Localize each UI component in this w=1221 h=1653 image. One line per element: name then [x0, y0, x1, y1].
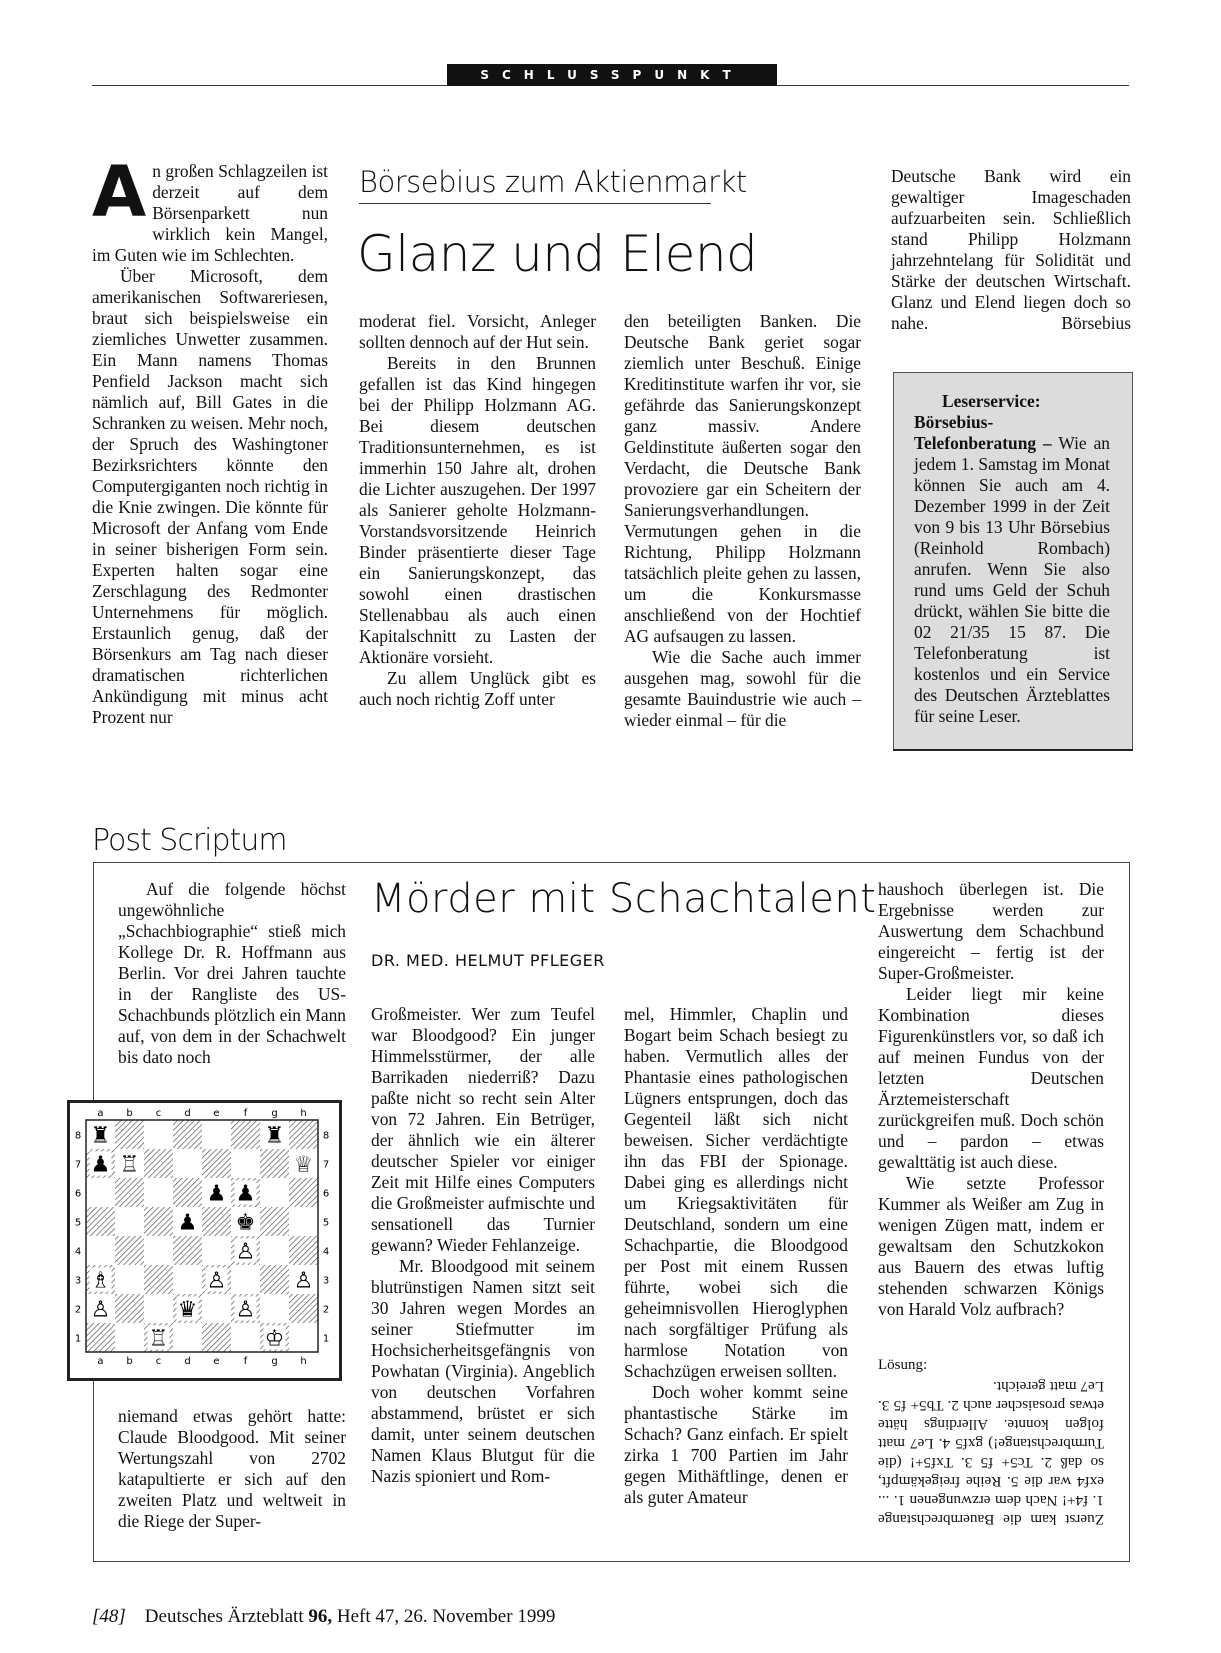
- board-square: [173, 1120, 202, 1149]
- board-square: [115, 1207, 144, 1236]
- chess-piece: ♛: [177, 1297, 198, 1323]
- chess-piece: ♙: [235, 1297, 256, 1323]
- author-signature: Börsebius: [1061, 313, 1131, 333]
- chess-piece: ♟: [90, 1152, 111, 1178]
- board-square: [86, 1323, 115, 1352]
- paragraph: Zu allem Unglück gibt es auch noch richtig Zoff unter: [359, 668, 596, 709]
- postscript-label: Post Scriptum: [92, 823, 287, 858]
- board-square: [202, 1207, 231, 1236]
- board-square: [231, 1149, 260, 1178]
- board-square: [260, 1178, 289, 1207]
- postscript-column-2: [371, 1004, 595, 1487]
- file-label: b: [126, 1356, 133, 1367]
- board-square: [289, 1120, 318, 1149]
- file-label: b: [126, 1108, 133, 1119]
- chess-piece: ♔: [264, 1326, 285, 1352]
- issue-info: Heft 47, 26. November 1999: [336, 1606, 556, 1627]
- rank-label: 6: [74, 1188, 82, 1200]
- paragraph: Wie die Sache auch immer ausgehen mag, sowohl für die gesamte Bauindustrie wie auch – wieder einmal – für die: [624, 647, 861, 730]
- chess-piece: ♟: [206, 1181, 227, 1207]
- chess-piece: ♙: [206, 1268, 227, 1294]
- paragraph: Wie setzte Professor Kummer als Weißer am Zug in wenigen Zügen matt, indem er gewaltsam den Schutzkokon aus Bauern des etwas luftig stehenden schwarzen Königs von Harald Volz aufbrach?: [878, 1173, 1104, 1319]
- board-square: [289, 1178, 318, 1207]
- file-label: c: [155, 1356, 162, 1367]
- paragraph: den beteiligten Banken. Die Deutsche Bank geriet sogar ziemlich unter Beschuß. Einige Kreditinstitute warfen ihr vor, sie gefährde das Sanierungskonzept ganz massiv. Andere Geldinstitute äußerten sogar den Verdacht, die Deutsche Bank provoziere gar ein Scheitern der Sanierungsverhandlungen. Vermutungen gehen in die Richtung, Philipp Holzmann tatsächlich pleite gehen zu lassen, um die Konkursmasse anschließend von der Hochtief AG aufsaugen zu lassen.: [624, 311, 861, 646]
- reader-service-title: Leserservice: Börsebius-Telefonberatung –: [914, 391, 1052, 453]
- board-square: [202, 1323, 231, 1352]
- rank-label: 7: [322, 1159, 330, 1171]
- board-square: [144, 1236, 173, 1265]
- chess-piece: ♖: [148, 1326, 169, 1352]
- board-square: [289, 1236, 318, 1265]
- board-square: [115, 1265, 144, 1294]
- solution-label: Lösung:: [878, 1357, 928, 1373]
- file-label: g: [271, 1108, 278, 1119]
- board-square: [231, 1120, 260, 1149]
- postscript-column-1-bottom: [118, 1406, 346, 1532]
- journal-name: Deutsches Ärzteblatt: [144, 1606, 304, 1627]
- board-square: [173, 1149, 202, 1178]
- file-label: d: [184, 1356, 191, 1367]
- chess-piece: ♟: [177, 1210, 198, 1236]
- board-square: [173, 1265, 202, 1294]
- board-square: [289, 1323, 318, 1352]
- postscript-column-3: [624, 1004, 848, 1508]
- board-square: [173, 1323, 202, 1352]
- reader-service-box: [893, 372, 1133, 750]
- board-square: [260, 1265, 289, 1294]
- board-square: [115, 1294, 144, 1323]
- chess-piece: ♙: [293, 1268, 314, 1294]
- rank-label: 2: [74, 1304, 82, 1316]
- chess-piece: ♟: [235, 1181, 256, 1207]
- chess-piece: ♙: [90, 1297, 111, 1323]
- chess-board: [70, 1103, 339, 1378]
- board-square: [260, 1149, 289, 1178]
- file-label: c: [155, 1108, 162, 1119]
- board-square: [144, 1265, 173, 1294]
- board-square: [260, 1207, 289, 1236]
- chess-piece: ♜: [264, 1123, 285, 1149]
- paragraph: Doch woher kommt seine phantastische Stärke im Schach? Ganz einfach. Er spielt zirka 1 700 Partien im Jahr gegen Mithäftlinge, denen er als guter Amateur: [624, 1382, 848, 1507]
- section-label: SCHLUSSPUNKT: [447, 64, 777, 86]
- chess-piece: ♙: [235, 1239, 256, 1265]
- rank-label: 2: [322, 1304, 330, 1316]
- rank-label: 3: [322, 1275, 330, 1287]
- chess-piece: ♗: [90, 1268, 111, 1294]
- article-column-2: [359, 311, 596, 710]
- paragraph: haushoch überlegen ist. Die Ergebnisse werden zur Auswertung dem Schachbund eingereicht – fertig ist der Super-Großmeister.: [878, 879, 1104, 983]
- file-label: a: [97, 1356, 104, 1367]
- reader-service-body: Wie an jedem 1. Samstag im Monat können Sie auch am 4. Dezember 1999 in der Zeit von 9 bis 13 Uhr Börsebius (Reinhold Rombach) anrufen. Wenn Sie also rund ums Geld der Schuh drückt, wählen Sie bitte die 02 21/35 15 87. Die Telefonberatung ist kostenlos und ein Service des Deutschen Ärzteblattes für seine Leser.: [914, 433, 1110, 726]
- board-square: [202, 1149, 231, 1178]
- board-square: [260, 1294, 289, 1323]
- paragraph: Großmeister. Wer zum Teufel war Bloodgood? Ein junger Himmelsstürmer, der alle Barrikaden niederriß? Dazu paßte nicht so recht sein Alter von 72 Jahren. Ein Betrüger, der ähnlich wie ein älterer deutscher Spieler vor einiger Zeit mit Hilfe eines Computers die Großmeister aufmischte und sensationell das Turnier gewann? Wieder Fehlanzeige.: [371, 1004, 595, 1255]
- paragraph: mel, Himmler, Chaplin und Bogart beim Schach besiegt zu haben. Vermutlich alles der Phantasie eines pathologischen Lügners entsprungen, doch das Gegenteil läßt sich nicht beweisen. Sicher verdächtigte ihn das FBI der Spionage. Dabei ging es allerdings nicht um Kriegsaktivitäten für Deutschland, sondern um eine Schachpartie, die Bloodgood per Post mit einem Russen führte, wobei sich die geheimnisvollen Hieroglyphen nach sorgfältiger Prüfung als harmlose Notation von Schachzügen erweisen sollten.: [624, 1004, 848, 1381]
- board-square: [144, 1207, 173, 1236]
- rank-label: 4: [74, 1246, 82, 1258]
- rank-label: 8: [74, 1130, 82, 1142]
- article-kicker: Börsebius zum Aktienmarkt: [359, 165, 747, 199]
- board-square: [231, 1323, 260, 1352]
- board-square: [144, 1294, 173, 1323]
- board-square: [115, 1178, 144, 1207]
- page-footer: [92, 1606, 555, 1628]
- rank-label: 8: [322, 1130, 330, 1142]
- board-square: [86, 1178, 115, 1207]
- board-square: [202, 1120, 231, 1149]
- file-label: h: [300, 1108, 307, 1119]
- article-column-3: [624, 311, 861, 731]
- paragraph: n großen Schlagzeilen ist derzeit auf dem Börsenparkett nun wirklich kein Mangel, im Guten wie im Schlechten.: [92, 161, 328, 265]
- chess-piece: ♖: [119, 1152, 140, 1178]
- board-square: [86, 1207, 115, 1236]
- board-square: [144, 1120, 173, 1149]
- page-number: [48]: [92, 1606, 126, 1627]
- board-square: [260, 1236, 289, 1265]
- drop-cap: A: [92, 151, 147, 233]
- paragraph: niemand etwas gehört hatte: Claude Bloodgood. Mit seiner Wertungszahl von 2702 katapultierte er sich auf den zweiten Platz und weltweit in die Riege der Super-: [118, 1406, 346, 1531]
- rank-label: 5: [74, 1217, 82, 1229]
- file-label: e: [213, 1356, 220, 1367]
- board-square: [231, 1265, 260, 1294]
- reader-service-text: [914, 391, 1110, 727]
- postscript-column-4: [878, 879, 1104, 1320]
- rank-label: 4: [322, 1246, 330, 1258]
- postscript-title: Mörder mit Schachtalent: [371, 876, 877, 922]
- kicker-rule: [359, 203, 711, 204]
- file-label: f: [243, 1108, 248, 1119]
- article-column-4: [891, 166, 1131, 334]
- chess-piece: ♜: [90, 1123, 111, 1149]
- rank-label: 6: [322, 1188, 330, 1200]
- file-label: g: [271, 1356, 278, 1367]
- rank-label: 5: [322, 1217, 330, 1229]
- chess-diagram: [67, 1100, 342, 1381]
- board-square: [144, 1149, 173, 1178]
- paragraph: Bereits in den Brunnen gefallen ist das Kind hingegen bei der Philipp Holzmann AG. Bei diesem deutschen Traditionsunternehmen, es ist immerhin 150 Jahre alt, drohen die Lichter auszugehen. Der 1997 als Sanierer geholte Holzmann-Vorstandsvorsitzende Heinrich Binder präsentierte dieser Tage ein Sanierungskonzept, das sowohl einen drastischen Stellenabbau als auch einen Kapitalschnitt zu Lasten der Aktionäre vorsieht.: [359, 353, 596, 667]
- paragraph: Über Microsoft, dem amerikanischen Softwareriesen, braut sich beispielsweise ein ziemliches Unwetter zusammen. Ein Mann namens Thomas Penfield Jackson macht sich nämlich auf, Bill Gates in die Schranken zu weisen. Mehr noch, der Spruch des Washingtoner Bezirksrichters könnte den Computergiganten noch richtig in die Knie zwingen. Die könnte für Microsoft der Anfang vom Ende in seiner bisherigen Form sein. Experten halten sogar eine Zerschlagung des Redmonter Unternehmens für möglich. Erstaunlich genug, daß der Börsenkurs am Tag nach dieser dramatischen richterlichen Ankündigung mit minus acht Prozent nur: [92, 266, 328, 727]
- board-square: [202, 1294, 231, 1323]
- paragraph: moderat fiel. Vorsicht, Anleger sollten dennoch auf der Hut sein.: [359, 311, 596, 352]
- box-shadow-rule: [893, 749, 1133, 751]
- board-square: [86, 1236, 115, 1265]
- solution-upside-down: Zuerst kam die Bauernbrechstange 1. f4+! Nach dem erzwungenen 1. ... exf4 war die 5. Reihe freigekämpft, so daß 2. Tc5+ f5 3. Txf5+! (die Turmbrechstange!) gxf5 4. Le7 matt folgen konnte. Allerdings hätte etwas prosaischer auch 2. Tb5+ f5 3. Le7 matt gereicht.: [878, 1378, 1104, 1528]
- file-label: h: [300, 1356, 307, 1367]
- paragraph: Leider liegt mir keine Kombination dieses Figurenkünstlers vor, so daß ich auf meinen Fundus von der letzten Deutschen Ärztemeisterschaft zurückgreifen muß. Doch schön und – pardon – etwas gewalttätig ist auch diese.: [878, 984, 1104, 1172]
- file-label: d: [184, 1108, 191, 1119]
- file-label: f: [243, 1356, 248, 1367]
- article-title: Glanz und Elend: [357, 225, 758, 283]
- board-square: [289, 1207, 318, 1236]
- board-square: [202, 1236, 231, 1265]
- rank-label: 7: [74, 1159, 82, 1171]
- article-column-1: [92, 151, 328, 728]
- chess-piece: ♕: [293, 1152, 314, 1178]
- postscript-author: DR. MED. HELMUT PFLEGER: [371, 951, 605, 970]
- paragraph: Mr. Bloodgood mit seinem blutrünstigen Namen sitzt seit 30 Jahren wegen Mordes an seiner Stiefmutter im Hochsicherheitsgefängnis von Powhatan (Virginia). Angeblich von deutschen Vorfahren abstammend, brüstet er sich damit, unter seinem deutschen Namen Klaus Blutgut für die Nazis spioniert und Rom-: [371, 1256, 595, 1486]
- rank-label: 3: [74, 1275, 82, 1287]
- board-square: [173, 1178, 202, 1207]
- board-square: [115, 1120, 144, 1149]
- chess-piece: ♚: [235, 1210, 256, 1236]
- paragraph: Deutsche Bank wird ein gewaltiger Imageschaden aufzuarbeiten sein. Schließlich stand Philipp Holzmann jahrzehntelang für Solidität und Stärke der deutschen Wirtschaft. Glanz und Elend liegen doch so nahe.: [891, 166, 1131, 333]
- rank-label: 1: [74, 1333, 82, 1345]
- board-square: [115, 1236, 144, 1265]
- rank-label: 1: [322, 1333, 330, 1345]
- file-label: e: [213, 1108, 220, 1119]
- board-square: [289, 1294, 318, 1323]
- board-square: [144, 1178, 173, 1207]
- postscript-column-1-top: [118, 879, 346, 1068]
- paragraph: Auf die folgende höchst ungewöhnliche „Schachbiographie“ stieß mich Kollege Dr. R. Hoffmann aus Berlin. Vor drei Jahren tauchte in der Rangliste des US-Schachbunds plötzlich ein Mann auf, von dem in der Schachwelt bis dato noch: [118, 879, 346, 1067]
- board-square: [115, 1323, 144, 1352]
- file-label: a: [97, 1108, 104, 1119]
- volume-number: 96,: [308, 1606, 333, 1627]
- board-square: [173, 1236, 202, 1265]
